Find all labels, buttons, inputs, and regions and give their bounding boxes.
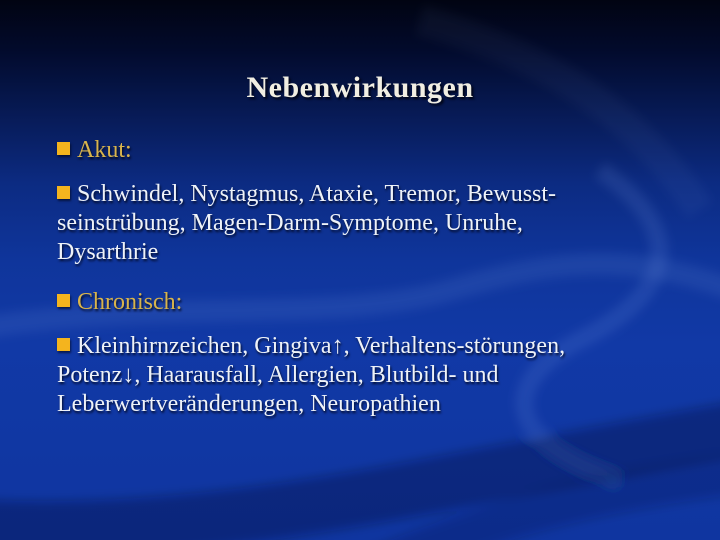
bullet-line: Leberwertveränderungen, Neuropathien [57, 391, 441, 417]
bullet-line: Dysarthrie [57, 239, 159, 265]
swirl-curve [0, 425, 720, 529]
bullet-square-icon [57, 142, 70, 155]
slide-body [57, 136, 697, 434]
bullet-line: Chronisch: [77, 289, 183, 315]
bullet-line: Kleinhirnzeichen, Gingiva↑, Verhaltens-störungen, [77, 333, 566, 359]
bullet-item-akut [57, 136, 697, 165]
bullet-line: Schwindel, Nystagmus, Ataxie, Tremor, Bewusst- [77, 181, 557, 207]
slide-title: Nebenwirkungen [246, 71, 474, 105]
bullet-line: Potenz↓, Haarausfall, Allergien, Blutbild- und [57, 362, 499, 388]
bullet-square-icon [57, 186, 70, 199]
bullet-line: Akut: [77, 137, 132, 163]
bullet-square-icon [57, 294, 70, 307]
bullet-square-icon [57, 338, 70, 351]
swirl-curve [330, 470, 720, 540]
bullet-line: seinstrübung, Magen-Darm-Symptome, Unruhe, [57, 210, 523, 236]
bullet-item-chronisch [57, 288, 697, 317]
bullet-item-akut-symptoms [57, 180, 697, 267]
bullet-item-chronisch-symptoms [57, 332, 697, 419]
